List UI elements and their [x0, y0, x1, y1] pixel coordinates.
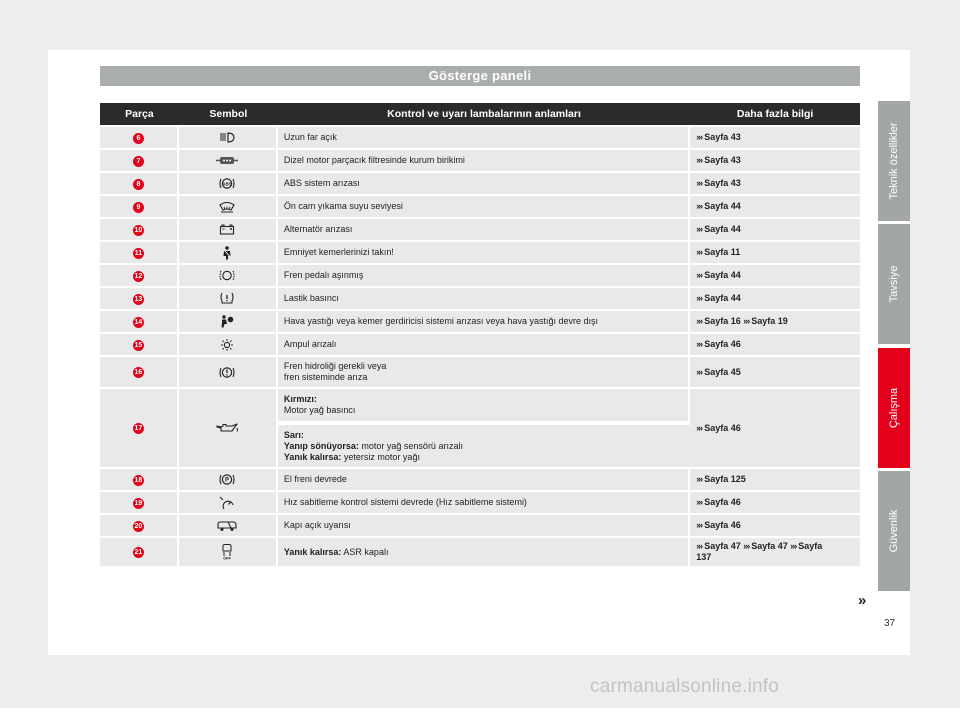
table-row	[100, 389, 860, 423]
washer-fluid-icon	[219, 201, 235, 211]
svg-text:OFF: OFF	[223, 556, 232, 560]
page-reference-link[interactable]: ››› Sayfa 44	[690, 265, 860, 286]
bulb-icon	[219, 339, 235, 349]
table-row	[100, 219, 860, 240]
table-row	[100, 150, 860, 171]
asr-off-icon	[220, 546, 234, 560]
cruise-control-icon	[219, 497, 235, 507]
part-number: 13	[134, 295, 143, 303]
watermark: carmanualsonline.info	[590, 676, 780, 697]
part-number: 10	[134, 226, 143, 234]
page-reference-link[interactable]: ››› Sayfa 16 ››› Sayfa 19	[690, 311, 860, 332]
table-row	[100, 242, 860, 263]
row-description: Alternatör arızası	[278, 219, 690, 240]
page-number: 37	[884, 618, 896, 629]
row-description: ABS sistem arızası	[278, 173, 690, 194]
abs-icon	[219, 178, 235, 188]
table-row	[100, 173, 860, 194]
part-number: 19	[134, 499, 143, 507]
part-number: 20	[134, 522, 143, 530]
steady-label: Yanık kalırsa:	[283, 451, 342, 462]
column-header-more-info: Daha fazla bilgi	[690, 103, 860, 125]
row-description: Emniyet kemerlerinizi takın!	[278, 242, 690, 263]
red-label: Kırmızı:	[283, 394, 317, 404]
table-row	[100, 357, 860, 387]
row-description: ASR kapalı	[343, 546, 389, 557]
page-reference-link[interactable]: ››› Sayfa 46	[690, 515, 860, 536]
row-description: El freni devrede	[278, 469, 690, 490]
row-description: Hız sabitleme kontrol sistemi devrede (Hız sabitleme sistemi)	[278, 492, 690, 513]
page-reference-link[interactable]: ››› Sayfa 46	[690, 334, 860, 355]
row-description: Kapı açık uyarısı	[278, 515, 690, 536]
part-number: 6	[133, 133, 144, 144]
row-description: Hava yastığı veya kemer gerdiricisi sistemi arızası veya hava yastığı devre dışı	[278, 311, 690, 332]
column-header-symbol: Sembol	[179, 103, 278, 125]
table-row	[100, 288, 860, 309]
part-number: 12	[134, 272, 143, 280]
row-description: Dizel motor parçacık filtresinde kurum birikimi	[278, 150, 690, 171]
high-beam-icon	[219, 132, 235, 142]
row-description-line2: fren sisteminde arıza	[283, 372, 368, 382]
column-header-meaning: Kontrol ve uyarı lambalarının anlamları	[278, 103, 690, 125]
table-row	[100, 311, 860, 332]
page-reference-link[interactable]: ››› Sayfa 43	[690, 150, 860, 171]
page-reference-link[interactable]: ››› Sayfa 46	[690, 492, 860, 513]
continued-marker: »	[858, 592, 867, 609]
blinking-description: motor yağ sensörü arızalı	[361, 440, 463, 451]
warning-lights-table	[100, 101, 860, 568]
seatbelt-icon	[221, 247, 233, 257]
airbag-icon	[219, 316, 235, 326]
tab-calisma[interactable]: Çalışma	[878, 348, 910, 468]
part-number: 15	[134, 341, 143, 349]
battery-icon	[219, 224, 235, 234]
blinking-label: Yanıp sönüyorsa:	[283, 440, 359, 451]
page-reference-link[interactable]: ››› Sayfa 44	[690, 219, 860, 240]
brake-warning-icon	[219, 366, 235, 376]
part-number: 9	[133, 202, 144, 213]
row-description: Fren pedalı aşınmış	[278, 265, 690, 286]
page-reference-link[interactable]: ››› Sayfa 44	[690, 196, 860, 217]
part-number: 18	[134, 476, 143, 484]
row-description: Ampul arızalı	[278, 334, 690, 355]
part-number: 7	[133, 156, 144, 167]
row-description-line1: Fren hidroliği gerekli veya	[283, 361, 387, 371]
column-header-part: Parça	[100, 103, 179, 125]
tyre-pressure-icon	[219, 293, 235, 303]
table-row	[100, 538, 860, 566]
table-row	[100, 127, 860, 148]
table-header-row	[100, 103, 860, 125]
section-title: Gösterge paneli	[100, 66, 860, 86]
parking-brake-icon	[219, 474, 235, 484]
steady-label: Yanık kalırsa:	[283, 546, 342, 557]
page-reference-link[interactable]: ››› Sayfa 11	[690, 242, 860, 263]
door-open-icon	[217, 520, 237, 530]
table-row	[100, 492, 860, 513]
page-reference-link[interactable]: ››› Sayfa 125	[690, 469, 860, 490]
row-description: Uzun far açık	[278, 127, 690, 148]
part-number: 8	[133, 179, 144, 190]
oil-can-icon	[215, 422, 239, 432]
page-reference-link[interactable]: ››› Sayfa 45	[690, 357, 860, 387]
table-row	[100, 515, 860, 536]
part-number: 16	[134, 369, 143, 376]
table-row	[100, 196, 860, 217]
tab-guvenlik[interactable]: Güvenlik	[878, 471, 910, 591]
page-reference-link[interactable]: ››› Sayfa 44	[690, 288, 860, 309]
part-number: 17	[134, 425, 143, 432]
tab-tavsiye[interactable]: Tavsiye	[878, 224, 910, 344]
part-number: 11	[134, 249, 143, 257]
table-row	[100, 334, 860, 355]
part-number: 14	[134, 318, 143, 326]
page-reference-link[interactable]: ››› Sayfa 43	[690, 127, 860, 148]
page-reference-link[interactable]: ››› Sayfa 43	[690, 173, 860, 194]
row-description: Lastik basıncı	[278, 288, 690, 309]
svg-text:P: P	[225, 477, 230, 484]
table-row	[100, 265, 860, 286]
row-description: Ön cam yıkama suyu seviyesi	[278, 196, 690, 217]
page-reference-link[interactable]: ››› Sayfa 46	[690, 389, 860, 467]
table-row	[100, 469, 860, 490]
diesel-filter-icon	[215, 155, 239, 165]
red-description: Motor yağ basıncı	[283, 405, 356, 415]
steady-description: yetersiz motor yağı	[343, 451, 420, 462]
svg-text:ABS: ABS	[222, 181, 233, 187]
page-reference-link[interactable]: ››› Sayfa 47 ››› Sayfa 47 ››› Sayfa 137	[690, 538, 860, 566]
part-number: 21	[134, 549, 143, 556]
yellow-label: Sarı:	[283, 429, 304, 440]
brake-pad-icon	[219, 270, 235, 280]
tab-teknik-ozellikler[interactable]: Teknik özellikler	[878, 101, 910, 221]
